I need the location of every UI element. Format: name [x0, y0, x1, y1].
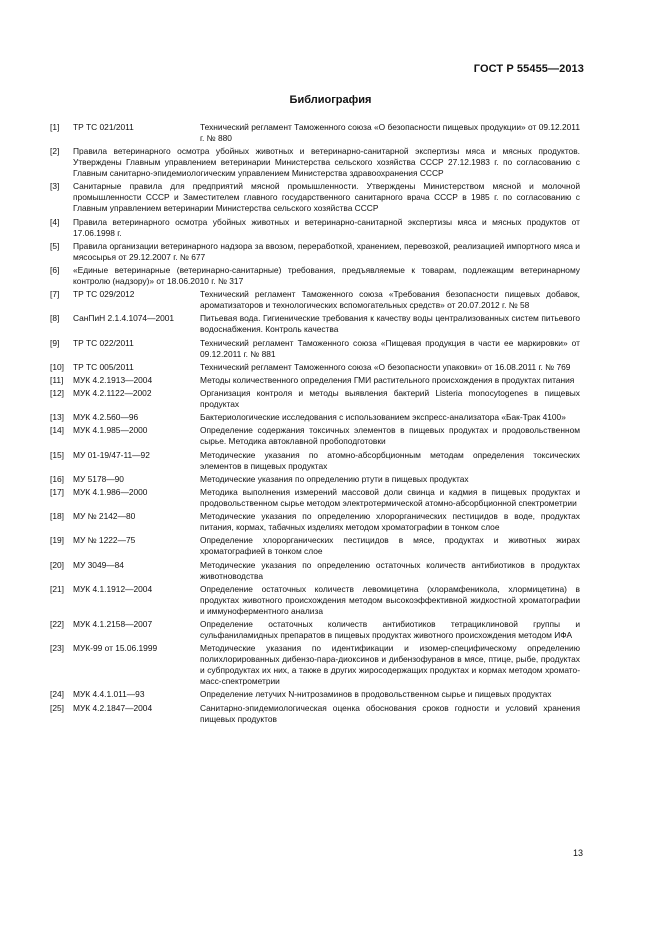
entry-code: МУК 4.1.2158—2007 — [73, 618, 153, 629]
entry-code: ТР ТС 005/2011 — [73, 361, 134, 372]
bibliography-entry — [50, 265, 580, 287]
entry-text: Правила ветеринарного осмотра убойных животных и ветеринарно-санитарной экспертизы мяса и мясных продуктов. Утверждены Главным управлением ветеринарии Министерства сельского хозяйства СССР 27.12.1983 г. по согласованию с Главным санитарно-эпидемиологическим управлением Министерства здравоохранения СССР — [73, 146, 580, 179]
bibliography-entry — [50, 474, 580, 485]
entry-text: Определение хлорорганических пестицидов в мясе, продуктах и животных жирах хроматографией в тонком слое — [200, 535, 580, 557]
bibliography-entry — [50, 313, 580, 335]
bibliography-entry — [50, 487, 580, 509]
bibliography-entry — [50, 289, 580, 311]
bibliography-list — [50, 122, 580, 727]
bibliography-entry — [50, 146, 580, 179]
entry-code: МУК 4.2.1122—2002 — [73, 388, 152, 399]
bibliography-entry — [50, 362, 580, 373]
entry-text: Методы количественного определения ГМИ растительного происхождения в продуктах питания — [200, 374, 575, 385]
entry-number: [2] — [50, 146, 60, 157]
page-title: Библиография — [289, 94, 372, 106]
entry-number: [25] — [50, 702, 64, 713]
bibliography-entry — [50, 375, 580, 386]
bibliography-entry — [50, 241, 580, 263]
bibliography-entry — [50, 619, 580, 641]
bibliography-entry — [50, 584, 580, 617]
entry-code: МУ 5178—90 — [73, 473, 124, 484]
bibliography-entry — [50, 388, 580, 410]
entry-code: МУК 4.2.560—96 — [73, 412, 139, 423]
entry-text: Определение остаточных количеств антибиотиков тетрациклиновой группы и сульфаниламидных препаратов в пищевых продуктах животного происхождения методом ИФА — [200, 618, 580, 640]
bibliography-entry — [50, 643, 580, 687]
entry-text: Методика выполнения измерений массовой доли свинца и кадмия в пищевых продуктах и продовольственном сырье методом электротермической атомно-абсорбционной спектрометрии — [200, 487, 580, 508]
bibliography-entry — [50, 122, 580, 144]
entry-code: МУК 4.1.1912—2004 — [73, 583, 153, 594]
entry-code: МУ 01-19/47-11—92 — [73, 449, 150, 460]
entry-text: Методические указания по определению ртути в пищевых продуктах — [200, 473, 469, 484]
entry-code: ТР ТС 022/2011 — [73, 337, 134, 348]
entry-number: [13] — [50, 412, 64, 423]
entry-code: МУК 4.1.985—2000 — [73, 425, 148, 436]
entry-number: [15] — [50, 449, 64, 460]
entry-number: [17] — [50, 487, 64, 497]
entry-number: [16] — [50, 473, 64, 484]
bibliography-entry — [50, 703, 580, 725]
entry-number: [5] — [50, 240, 60, 251]
entry-text: Правила организации ветеринарного надзора за ввозом, переработкой, хранением, перевозкой, реализацией импортного мяса и мясосырья от 29.12.2007 г. № 677 — [73, 240, 580, 262]
bibliography-entry — [50, 181, 580, 214]
entry-number: [10] — [50, 361, 64, 372]
entry-text: Организация контроля и методы выявления бактерий Listeria monocytogenes в пищевых продуктах — [200, 388, 580, 410]
entry-number: [3] — [50, 181, 60, 192]
entry-text: Правила ветеринарного осмотра убойных животных и ветеринарно-санитарной экспертизы мяса и мясных продуктов от 17.06.1998 г. — [73, 216, 580, 238]
entry-number: [18] — [50, 511, 64, 522]
entry-text: Технический регламент Таможенного союза «Пищевая продукция в части ее маркировки» от 09.12.2011 г. № 881 — [200, 337, 580, 359]
entry-number: [1] — [50, 122, 60, 132]
bibliography-entry — [50, 689, 580, 700]
bibliography-entry — [50, 425, 580, 447]
entry-number: [4] — [50, 216, 60, 227]
entry-text: Технический регламент Таможенного союза «О безопасности упаковки» от 16.08.2011 г. № 769 — [200, 361, 571, 372]
entry-text: Санитарные правила для предприятий мясной промышленности. Утверждены Министерством мясной и молочной промышленности СССР и Заместителем главного государственного санитарного врача СССР в 1985 г. по согласованию с Главным управлением ветеринарии Министерства сельского хозяйства СССР — [73, 181, 580, 214]
entry-code: МУ 3049—84 — [73, 559, 124, 570]
entry-code: МУК 4.4.1.011—93 — [73, 689, 145, 700]
entry-code: ТР ТС 021/2011 — [73, 122, 134, 132]
entry-number: [8] — [50, 313, 60, 324]
bibliography-entry — [50, 412, 580, 423]
entry-code: МУК 4.2.1847—2004 — [73, 702, 153, 713]
entry-number: [9] — [50, 337, 60, 348]
entry-code: МУ № 2142—80 — [73, 511, 136, 522]
entry-text: Технический регламент Таможенного союза «О безопасности пищевых продукции» от 09.12.2011 г. № 880 — [200, 122, 580, 143]
entry-number: [21] — [50, 583, 64, 594]
entry-number: [24] — [50, 689, 64, 700]
bibliography-entry — [50, 217, 580, 239]
entry-code: ТР ТС 029/2012 — [73, 289, 135, 300]
entry-text: Технический регламент Таможенного союза «Требования безопасности пищевых добавок, ароматизаторов и технологических вспомогательных средств» от 20.07.2012 г. № 58 — [200, 289, 580, 311]
entry-text: «Единые ветеринарные (ветеринарно-санитарные) требования, предъявляемые к товарам, подлежащим ветеринарному контролю (надзору)» от 18.06.2010 г. № 317 — [73, 264, 580, 286]
entry-number: [14] — [50, 425, 64, 436]
entry-code: МУ № 1222—75 — [73, 535, 136, 546]
bibliography-entry — [50, 511, 580, 533]
bibliography-entry — [50, 450, 580, 472]
entry-number: [12] — [50, 388, 64, 399]
entry-number: [20] — [50, 559, 64, 570]
entry-number: [6] — [50, 264, 60, 275]
entry-code: МУК 4.1.986—2000 — [73, 487, 148, 497]
entry-text: Методические указания по идентификации и изомер-специфическому определению полихлорированных дибензо-пара-диоксинов и дибензофуранов в мясе, птице, рыбе, продуктах и субпродуктах их них, а также в других жиросодержащих продуктах и кормах методом хромато-масс-спектрометрии — [200, 643, 580, 687]
entry-code: МУК-99 от 15.06.1999 — [73, 643, 158, 654]
entry-text: Санитарно-эпидемиологическая оценка обоснования сроков годности и условий хранения пищевых продуктов — [200, 702, 580, 724]
entry-text: Методические указания по определению хлорорганических пестицидов в воде, продуктах питания, кормах, табачных изделиях методом хроматографии в тонком слое — [200, 511, 580, 533]
entry-text: Бактериологические исследования с использованием экспресс-анализатора «Бак-Трак 4100» — [200, 412, 566, 423]
document-code: ГОСТ Р 55455—2013 — [473, 63, 584, 75]
page-number: 13 — [572, 848, 583, 858]
entry-code: МУК 4.2.1913—2004 — [73, 374, 153, 385]
entry-text: Питьевая вода. Гигиенические требования к качеству воды централизованных систем питьевого водоснабжения. Контроль качества — [200, 313, 580, 335]
entry-code: СанПиН 2.1.4.1074—2001 — [73, 313, 175, 324]
entry-text: Определение летучих N-нитрозаминов в продовольственном сырье и пищевых продуктах — [200, 689, 552, 700]
entry-number: [19] — [50, 535, 64, 546]
entry-text: Определение остаточных количеств левомицетина (хлорамфеникола, хлормицетина) в продуктах животного происхождения методом высокоэффективной жидкостной хроматографии и иммуноферментного анализа — [200, 583, 580, 616]
entry-number: [23] — [50, 643, 64, 654]
entry-number: [7] — [50, 289, 60, 300]
entry-number: [22] — [50, 618, 64, 629]
entry-text: Методические указания по атомно-абсорбционным методам определения токсических элементов в пищевых продуктах — [200, 449, 580, 471]
entry-number: [11] — [50, 374, 64, 385]
entry-text: Определение содержания токсичных элементов в пищевых продуктах и продовольственном сырье. Методика автоклавной пробоподготовки — [200, 425, 580, 447]
bibliography-entry — [50, 338, 580, 360]
bibliography-entry — [50, 535, 580, 557]
bibliography-entry — [50, 560, 580, 582]
entry-text: Методические указания по определению остаточных количеств антибиотиков в продуктах животноводства — [200, 559, 580, 581]
